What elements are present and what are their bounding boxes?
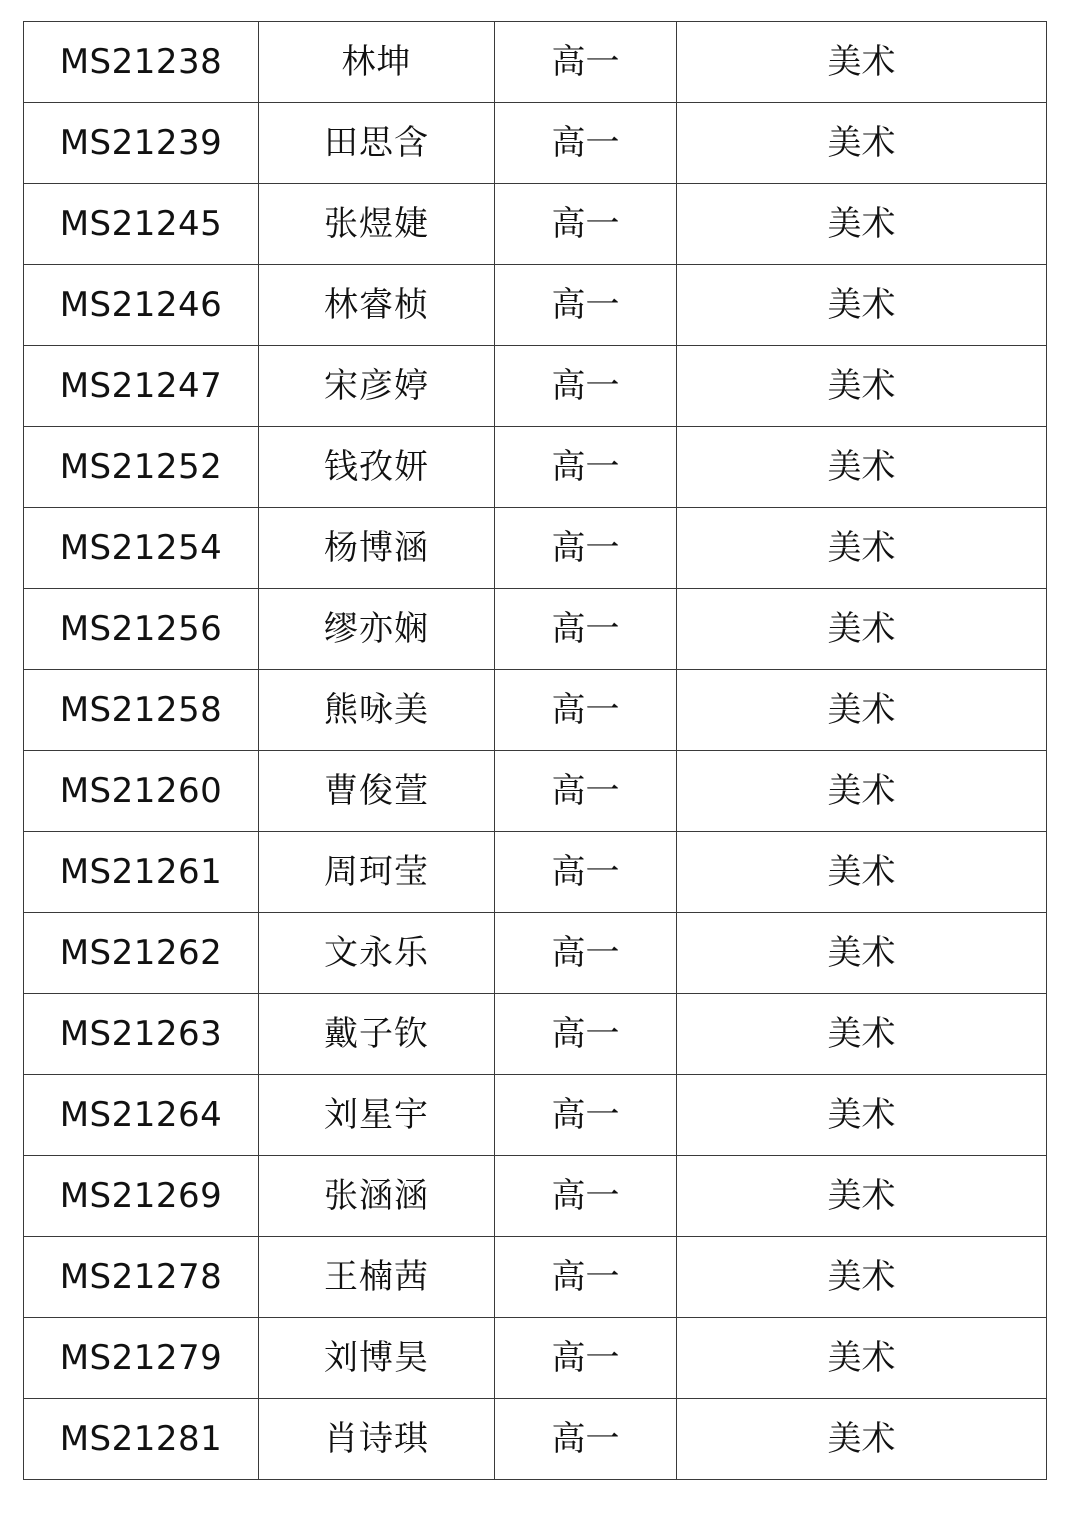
student-id-cell: MS21252 — [24, 427, 259, 508]
student-name-cell: 王楠茜 — [259, 1237, 495, 1318]
grade-cell: 高一 — [495, 265, 677, 346]
student-id-cell: MS21245 — [24, 184, 259, 265]
student-name-cell: 戴子钦 — [259, 994, 495, 1075]
subject-cell: 美术 — [677, 751, 1047, 832]
subject-cell: 美术 — [677, 184, 1047, 265]
table-row — [24, 670, 1047, 751]
table-row — [24, 751, 1047, 832]
subject-cell: 美术 — [677, 913, 1047, 994]
grade-cell: 高一 — [495, 346, 677, 427]
student-roster-table — [23, 21, 1047, 1480]
student-name-cell: 周珂莹 — [259, 832, 495, 913]
table-row — [24, 508, 1047, 589]
subject-cell: 美术 — [677, 994, 1047, 1075]
student-name-cell: 张涵涵 — [259, 1156, 495, 1237]
student-id-cell: MS21262 — [24, 913, 259, 994]
subject-cell: 美术 — [677, 346, 1047, 427]
table-row — [24, 1156, 1047, 1237]
table-row — [24, 22, 1047, 103]
subject-cell: 美术 — [677, 508, 1047, 589]
student-name-cell: 林睿桢 — [259, 265, 495, 346]
table-row — [24, 913, 1047, 994]
student-id-cell: MS21264 — [24, 1075, 259, 1156]
student-id-cell: MS21260 — [24, 751, 259, 832]
roster-body — [24, 22, 1047, 1480]
student-id-cell: MS21269 — [24, 1156, 259, 1237]
grade-cell: 高一 — [495, 751, 677, 832]
student-name-cell: 田思含 — [259, 103, 495, 184]
student-id-cell: MS21261 — [24, 832, 259, 913]
student-id-cell: MS21258 — [24, 670, 259, 751]
student-id-cell: MS21239 — [24, 103, 259, 184]
table-row — [24, 1075, 1047, 1156]
grade-cell: 高一 — [495, 184, 677, 265]
student-id-cell: MS21238 — [24, 22, 259, 103]
student-name-cell: 文永乐 — [259, 913, 495, 994]
subject-cell: 美术 — [677, 670, 1047, 751]
student-name-cell: 张煜婕 — [259, 184, 495, 265]
student-id-cell: MS21281 — [24, 1399, 259, 1480]
table-row — [24, 427, 1047, 508]
subject-cell: 美术 — [677, 427, 1047, 508]
table-row — [24, 346, 1047, 427]
subject-cell: 美术 — [677, 265, 1047, 346]
student-name-cell: 肖诗琪 — [259, 1399, 495, 1480]
student-id-cell: MS21279 — [24, 1318, 259, 1399]
table-row — [24, 103, 1047, 184]
subject-cell: 美术 — [677, 1237, 1047, 1318]
student-id-cell: MS21256 — [24, 589, 259, 670]
student-id-cell: MS21278 — [24, 1237, 259, 1318]
student-id-cell: MS21263 — [24, 994, 259, 1075]
table-row — [24, 832, 1047, 913]
subject-cell: 美术 — [677, 103, 1047, 184]
student-name-cell: 刘博昊 — [259, 1318, 495, 1399]
grade-cell: 高一 — [495, 913, 677, 994]
grade-cell: 高一 — [495, 1156, 677, 1237]
subject-cell: 美术 — [677, 1075, 1047, 1156]
student-name-cell: 熊咏美 — [259, 670, 495, 751]
grade-cell: 高一 — [495, 670, 677, 751]
grade-cell: 高一 — [495, 1318, 677, 1399]
student-id-cell: MS21247 — [24, 346, 259, 427]
student-id-cell: MS21246 — [24, 265, 259, 346]
student-name-cell: 缪亦娴 — [259, 589, 495, 670]
grade-cell: 高一 — [495, 589, 677, 670]
table-row — [24, 265, 1047, 346]
subject-cell: 美术 — [677, 832, 1047, 913]
grade-cell: 高一 — [495, 427, 677, 508]
table-row — [24, 589, 1047, 670]
student-name-cell: 宋彦婷 — [259, 346, 495, 427]
table-row — [24, 1318, 1047, 1399]
student-name-cell: 钱孜妍 — [259, 427, 495, 508]
grade-cell: 高一 — [495, 1237, 677, 1318]
subject-cell: 美术 — [677, 22, 1047, 103]
grade-cell: 高一 — [495, 1075, 677, 1156]
student-name-cell: 曹俊萱 — [259, 751, 495, 832]
table-row — [24, 1399, 1047, 1480]
table-row — [24, 1237, 1047, 1318]
table-row — [24, 184, 1047, 265]
grade-cell: 高一 — [495, 832, 677, 913]
grade-cell: 高一 — [495, 103, 677, 184]
grade-cell: 高一 — [495, 1399, 677, 1480]
subject-cell: 美术 — [677, 1318, 1047, 1399]
grade-cell: 高一 — [495, 994, 677, 1075]
table-row — [24, 994, 1047, 1075]
subject-cell: 美术 — [677, 589, 1047, 670]
grade-cell: 高一 — [495, 22, 677, 103]
student-name-cell: 林坤 — [259, 22, 495, 103]
student-name-cell: 杨博涵 — [259, 508, 495, 589]
subject-cell: 美术 — [677, 1399, 1047, 1480]
grade-cell: 高一 — [495, 508, 677, 589]
student-name-cell: 刘星宇 — [259, 1075, 495, 1156]
student-id-cell: MS21254 — [24, 508, 259, 589]
subject-cell: 美术 — [677, 1156, 1047, 1237]
